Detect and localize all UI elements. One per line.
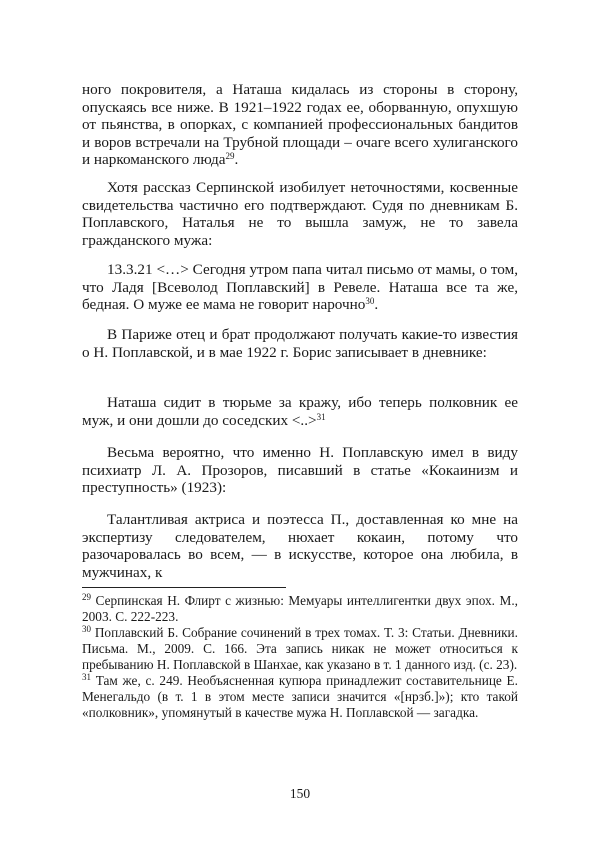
footnote-ref[interactable]: 29: [225, 151, 235, 161]
page-number: 150: [289, 786, 311, 801]
footnote-ref[interactable]: 31: [316, 411, 326, 422]
quote: [82, 261, 518, 314]
quote-text: Талантливая актриса и поэтесса П., доставленная ко мне на экспертизу следователем, нюхает кокаин, потому что разочаровалась во всем, — в искусстве, которое она любила, в мужчинах, к: [82, 511, 518, 581]
footnote-text: Там же, с. 249. Необъясненная купюра принадлежит составительнице Е. Менегальдо (в т. 1 в этом месте записи значится «[нрзб.]»); кто такой «полковник», упомянутый в качестве мужа Н. Поплавской — загадка.: [82, 673, 518, 720]
paragraph: [82, 81, 518, 169]
footnote: [82, 625, 518, 673]
footnote: [82, 593, 518, 625]
paragraph-text: В Париже отец и брат продолжают получать какие-то известия о Н. Поплавской, и в мае 1922 г. Борис записывает в дневнике:: [82, 326, 518, 361]
footnote-separator: [82, 587, 286, 588]
quote-text: Наташа сидит в тюрьме за кражу, ибо теперь полковник ее муж, и они дошли до соседских <..>: [82, 394, 518, 429]
footnotes: [82, 593, 518, 721]
paragraph-text: Весьма вероятно, что именно Н. Поплавскую имел в виду психиатр Л. А. Прозоров, писавший в статье «Кокаинизм и преступность» (1923):: [82, 444, 518, 496]
paragraph: [82, 179, 518, 249]
footnote-number: 30: [82, 624, 91, 634]
quote: [82, 394, 518, 429]
paragraph: [82, 444, 518, 497]
footnote-text: Поплавский Б. Собрание сочинений в трех томах. Т. 3: Статьи. Дневники. Письма. М., 2009. С. 166. Эта запись никак не может относиться к пребыванию Н. Поплавской в Шанхае, как указано в т. 1 данного изд. (с. 23).: [82, 625, 518, 672]
quote-text: 13.3.21 <…> Сегодня утром папа читал письмо от мамы, о том, что Ладя [Всеволод Поплавский] в Ревеле. Наташа все та же, бедная. О муже ее мама не говорит нарочно: [82, 261, 518, 313]
footnote-text: Серпинская Н. Флирт с жизнью: Мемуары интеллигентки двух эпох. М., 2003. С. 222-223.: [82, 593, 518, 624]
quote: [82, 511, 518, 581]
paragraph: [82, 326, 518, 361]
paragraph-text: Хотя рассказ Серпинской изобилует неточностями, косвенные свидетельства частично его подтверждают. Судя по дневникам Б. Поплавского, Наталья не то вышла замуж, не то завела гражданского мужа:: [82, 179, 518, 249]
paragraph-text: ного покровителя, а Наташа кидалась из стороны в сторону, опускаясь все ниже. В 1921–1922 годах ее, оборванную, опухшую от пьянства, в опорках, с компанией профессиональных бандитов и воров встречали на Трубной площади – очаге всего хулиганского и наркоманского люда: [82, 81, 518, 168]
quote-tail: .: [374, 296, 379, 313]
footnote-number: 31: [82, 672, 91, 682]
footnote: [82, 673, 518, 721]
footnote-number: 29: [82, 592, 91, 602]
paragraph-tail: .: [234, 151, 239, 168]
footnote-ref[interactable]: 30: [365, 296, 375, 306]
